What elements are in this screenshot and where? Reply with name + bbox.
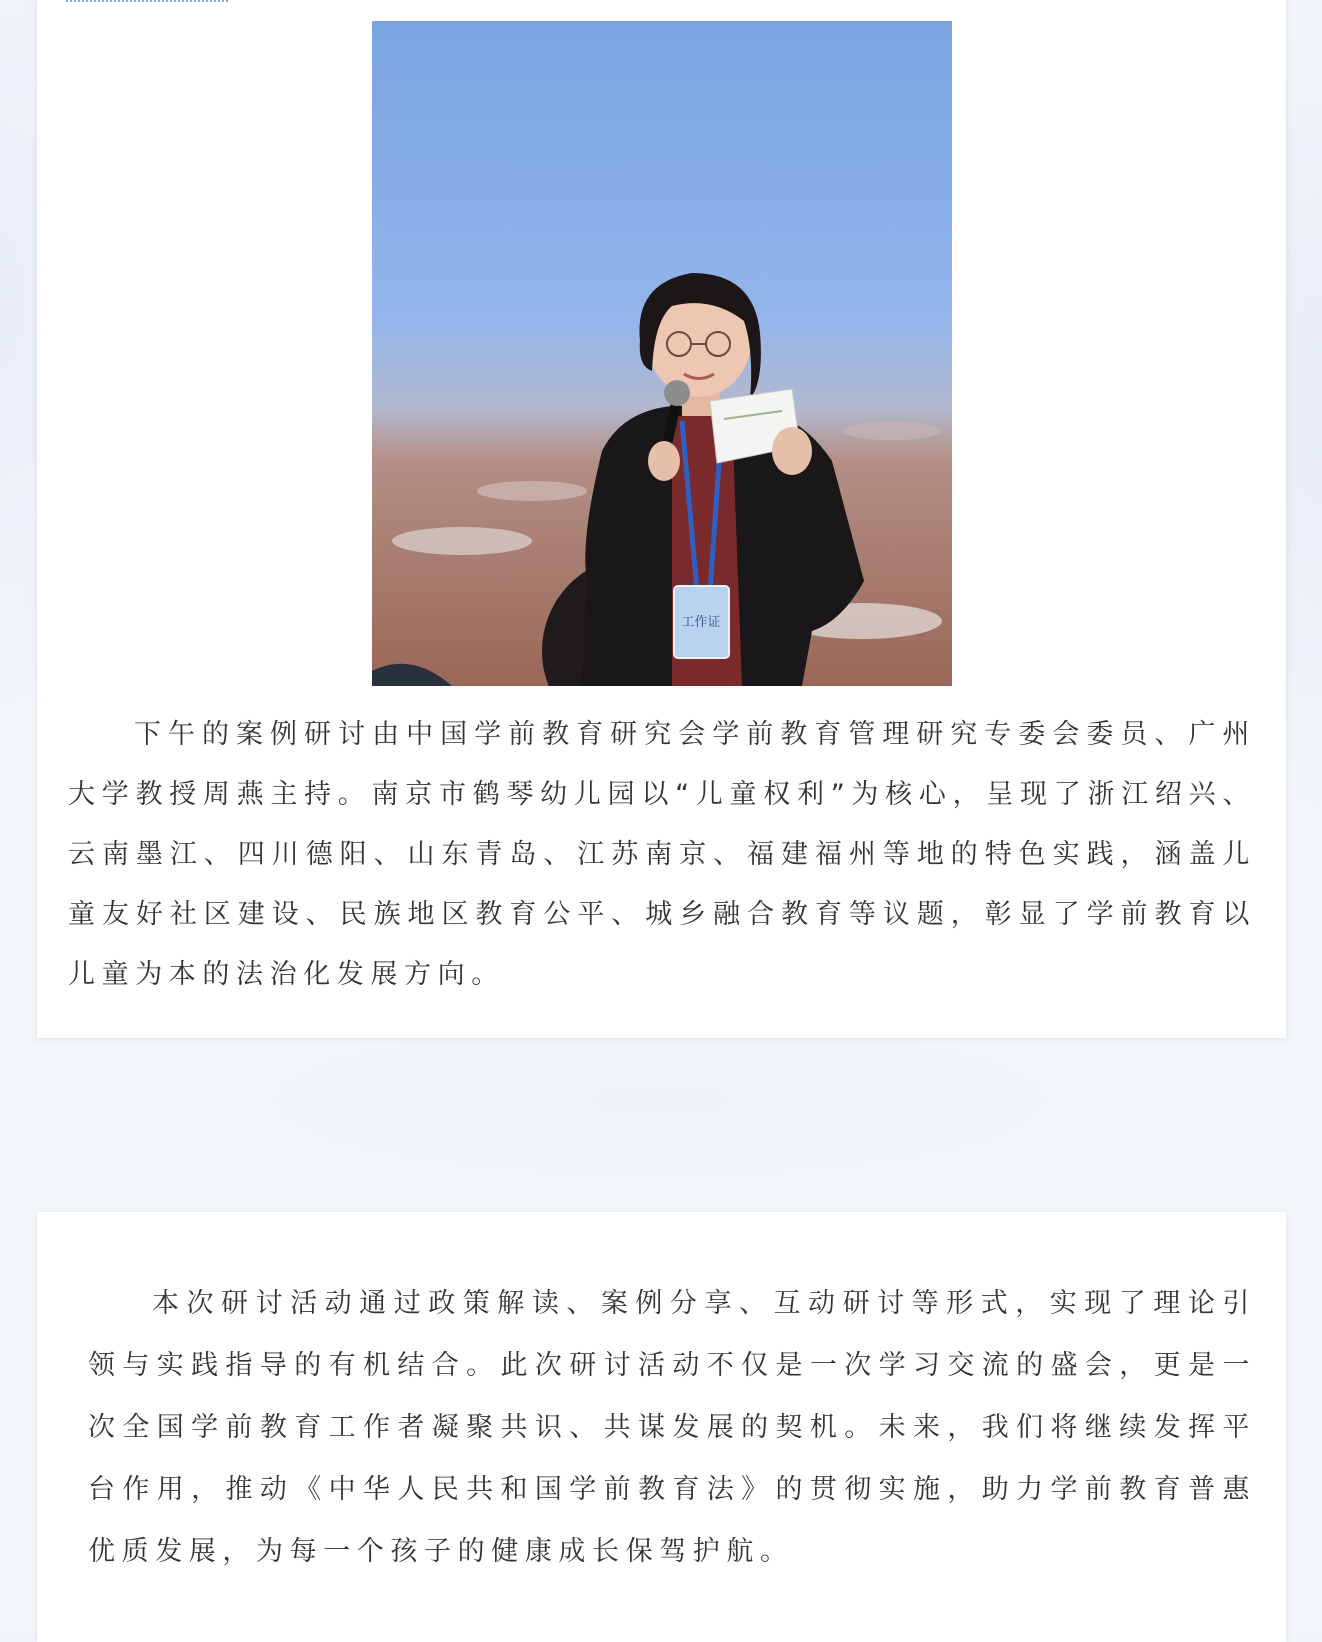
- case-study-paragraph: 下午的案例研讨由中国学前教育研究会学前教育管理研究专委会委员、广州大学教授周燕主持。南京市鹤琴幼儿园以“儿童权利”为核心，呈现了浙江绍兴、云南墨江、四川德阳、山东青岛、江苏南京、福建福州等地的特色实践，涵盖儿童友好社区建设、民族地区教育公平、城乡融合教育等议题，彰显了学前教育以儿童为本的法治化发展方向。: [68, 719, 1256, 990]
- summary-paragraph: 本次研讨活动通过政策解读、案例分享、互动研讨等形式，实现了理论引领与实践指导的有机结合。此次研讨活动不仅是一次学习交流的盛会，更是一次全国学前教育工作者凝聚共识、共谋发展的契机。未来，我们将继续发挥平台作用，推动《中华人民共和国学前教育法》的贯彻实施，助力学前教育普惠优质发展，为每一个孩子的健康成长保驾护航。: [88, 1288, 1256, 1567]
- speaker-photo: [372, 21, 952, 686]
- decorative-dotted-rule: [66, 0, 228, 3]
- badge-text: 工作证: [681, 615, 721, 630]
